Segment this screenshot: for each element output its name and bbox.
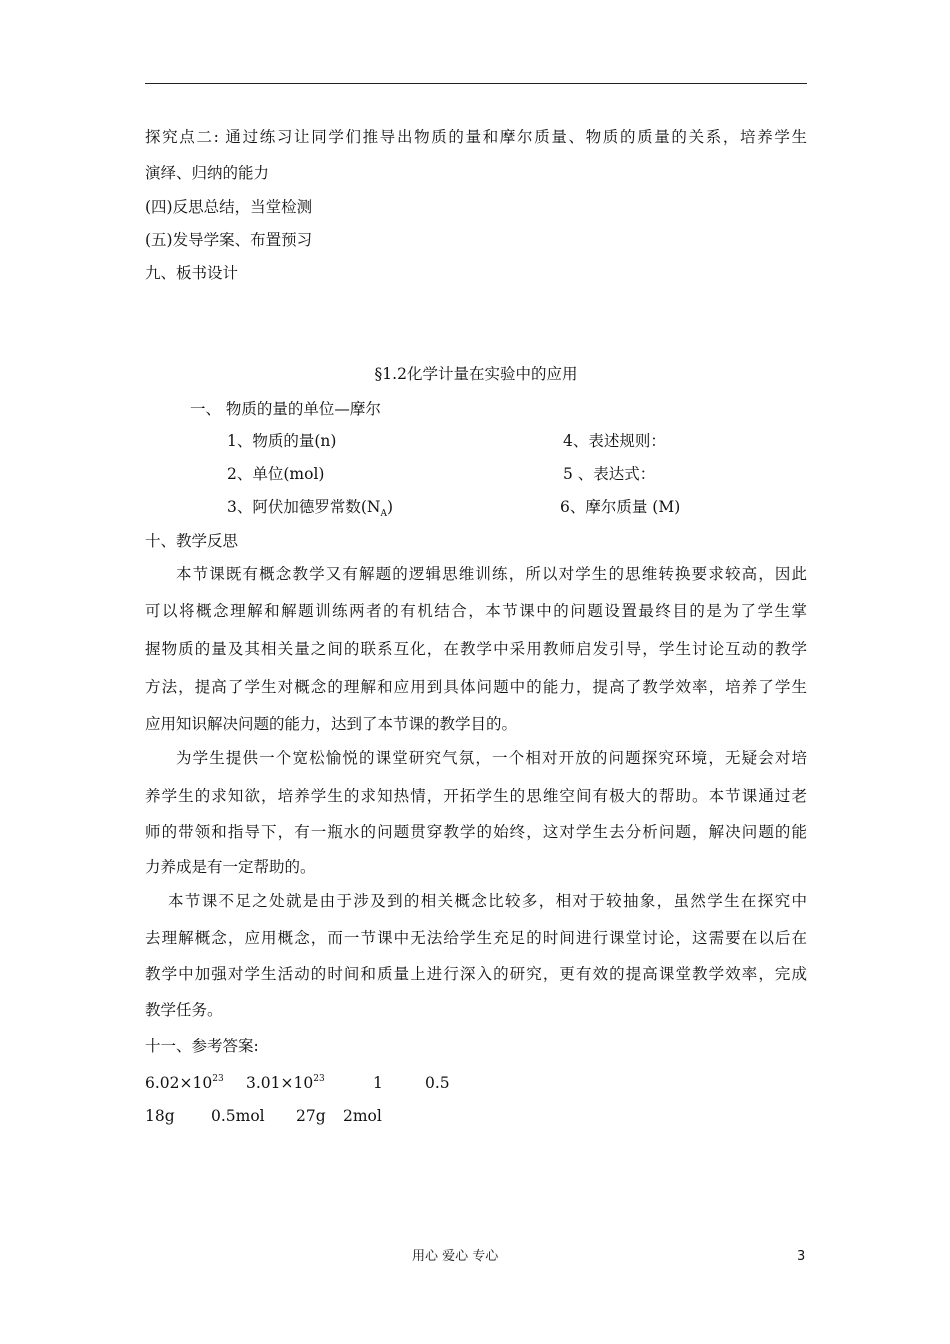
answer-27g: 27g [296,1107,326,1125]
reflection-p3-line-4: 教学任务。 [145,1001,223,1019]
heading-teaching-reflection: 十、教学反思 [145,532,239,550]
step-4-text: (四)反思总结，当堂检测 [145,198,313,216]
answer-1: 1 [373,1074,383,1092]
reflection-p2-line-1: 为学生提供一个宽松愉悦的课堂研究气氛，一个相对开放的问题探究环境，无疑会对培 [176,749,807,767]
page-number: 3 [797,1249,806,1264]
board-title: §1.2化学计量在实验中的应用 [374,365,578,383]
answer-2mol: 2mol [343,1107,382,1125]
reflection-p3-line-3: 教学中加强对学生活动的时间和质量上进行深入的研究，更有效的提高课堂教学效率，完成 [145,965,807,983]
reflection-p1-line-2: 可以将概念理解和解题训练两者的有机结合，本节课中的问题设置最终目的是为了学生掌 [145,602,807,620]
avogadro-subscript: A [380,509,387,519]
board-item-2: 2、单位(mol) [227,465,325,483]
board-item-3: 3、阿伏加德罗常数$(N_A)$ [227,498,394,519]
board-item-5: 5 、表达式： [563,465,656,483]
answer-3-01e23: $3.01\times 10^{23}$ [246,1074,325,1092]
explore-point-2-line-2: 演绎、归纳的能力 [145,164,270,182]
board-item-4: 4、表述规则： [563,432,666,450]
footer-slogan: 用心 爱心 专心 [412,1249,499,1264]
reflection-p1-line-4: 方法，提高了学生对概念的理解和应用到具体问题中的能力，提高了教学效率，培养了学生 [145,678,807,696]
board-item-6: 6、摩尔质量 (M) [560,498,681,516]
reflection-p2-line-3: 师的带领和指导下，有一瓶水的问题贯穿教学的始终，这对学生去分析问题，解决问题的能 [145,823,807,841]
reflection-p1-line-1: 本节课既有概念教学又有解题的逻辑思维训练，所以对学生的思维转换要求较高，因此 [176,565,807,583]
heading-reference-answers: 十一、参考答案: [145,1037,259,1055]
reflection-p1-line-3: 握物质的量及其相关量之间的联系互化，在教学中采用教师启发引导，学生讨论互动的教学 [145,640,807,658]
answer-0-5: 0.5 [425,1074,450,1092]
answer-18g: 18g [145,1107,175,1125]
explore-point-2-line-1: 探究点二: 通过练习让同学们推导出物质的量和摩尔质量、物质的质量的关系，培养学生 [145,128,807,146]
reflection-p1-line-5: 应用知识解决问题的能力，达到了本节课的教学目的。 [145,715,518,733]
reflection-p2-line-4: 力养成是有一定帮助的。 [145,858,316,876]
step-5-text: (五)发导学案、布置预习 [145,231,313,249]
answer-0-5mol: 0.5mol [211,1107,265,1125]
heading-board-design: 九、板书设计 [145,264,239,282]
reflection-p2-line-2: 养学生的求知欲，培养学生的求知热情，开拓学生的思维空间有极大的帮助。本节课通过老 [145,787,807,805]
reflection-p3-line-2: 去理解概念，应用概念，而一节课中无法给学生充足的时间进行课堂讨论，这需要在以后在 [145,929,807,947]
header-rule [145,83,807,84]
board-item-1: 1、物质的量(n) [227,432,337,450]
board-subheading-mole: 一、 物质的量的单位—摩尔 [190,400,381,418]
answer-6-02e23: $6.02\times 10^{23}$ [145,1074,224,1092]
reflection-p3-line-1: 本节课不足之处就是由于涉及到的相关概念比较多，相对于较抽象，虽然学生在探究中 [168,892,807,910]
